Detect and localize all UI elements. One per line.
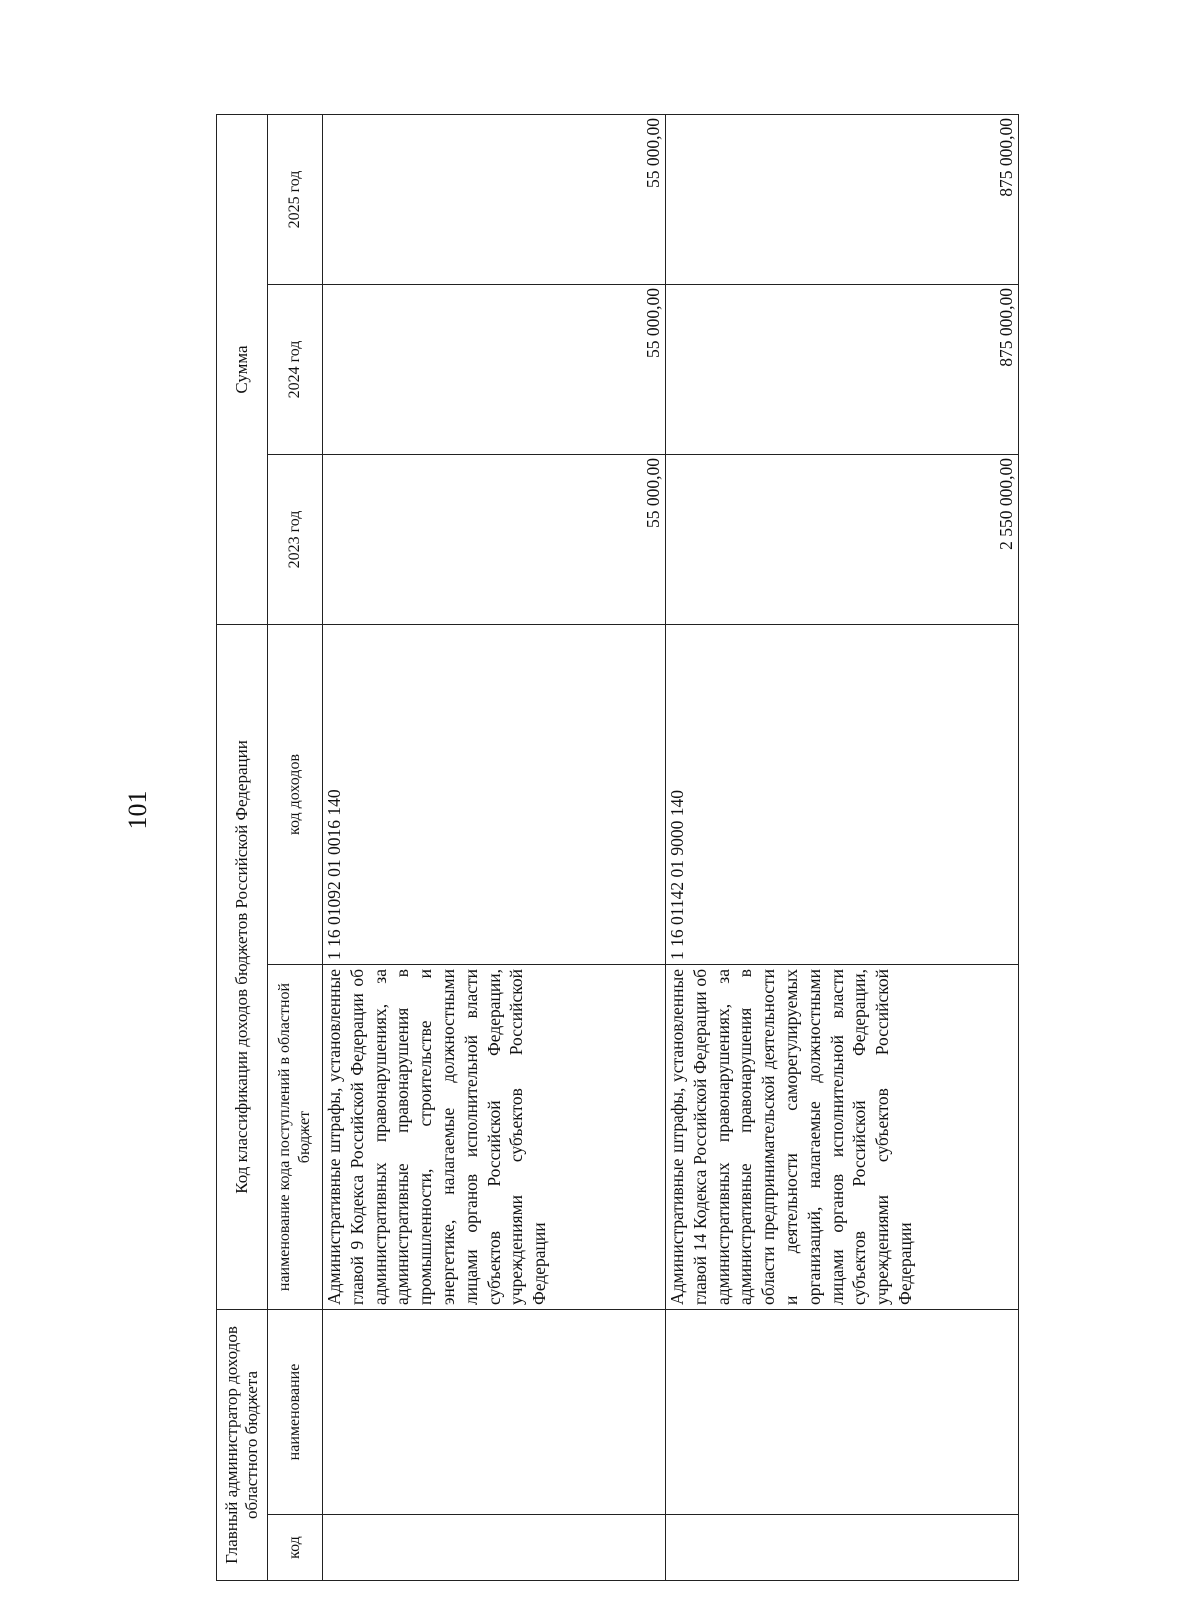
cell-admin-code	[323, 1515, 666, 1581]
header-row-columns	[268, 114, 323, 1580]
header-row-groups	[217, 114, 268, 1580]
cell-admin-name	[323, 1310, 666, 1515]
header-year-2024: 2024 год	[268, 284, 323, 454]
cell-income-description: Административные штрафы, установленные главой 9 Кодекса Российской Федерации об административных правонарушениях, за административные правонарушения в промышленности, строительстве и энергетике, налагаемые должностными лицами органов исполнительной власти субъектов Российской Федерации, учреждениями субъектов Российской Федерации	[323, 965, 666, 1310]
cell-income-code: 1 16 01092 01 0016 140	[323, 624, 666, 964]
header-admin-group: Главный администратор доходов областного бюджета	[217, 1310, 268, 1581]
header-admin-code: код	[268, 1515, 323, 1581]
cell-sum-2023: 55 000,00	[323, 454, 666, 624]
income-table-container	[216, 115, 1048, 1581]
table-row	[666, 114, 1019, 1580]
cell-income-description: Административные штрафы, установленные главой 14 Кодекса Российской Федерации об административных правонарушениях, за административные правонарушения в области предпринимательской деятельности и деятельности саморегулируемых организаций, налагаемые должностными лицами органов исполнительной власти субъектов Российской Федерации, учреждениями субъектов Российской Федерации	[666, 965, 1019, 1310]
header-year-2025: 2025 год	[268, 114, 323, 284]
cell-income-code: 1 16 01142 01 9000 140	[666, 624, 1019, 964]
income-classification-table	[216, 114, 1019, 1581]
header-admin-name: наименование	[268, 1310, 323, 1515]
header-income-name: наименование кода поступлений в областной бюджет	[268, 965, 323, 1310]
header-year-2023: 2023 год	[268, 454, 323, 624]
header-income-code: код доходов	[268, 624, 323, 964]
page-number-text: 101	[123, 790, 152, 830]
page-number	[118, 780, 158, 840]
cell-sum-2024: 55 000,00	[323, 284, 666, 454]
cell-sum-2025: 55 000,00	[323, 114, 666, 284]
cell-sum-2025: 875 000,00	[666, 114, 1019, 284]
cell-sum-2024: 875 000,00	[666, 284, 1019, 454]
cell-admin-name	[666, 1310, 1019, 1515]
cell-sum-2023: 2 550 000,00	[666, 454, 1019, 624]
table-row	[323, 114, 666, 1580]
header-code-group: Код классификации доходов бюджетов Российской Федерации	[217, 624, 268, 1309]
header-sum-group: Сумма	[217, 114, 268, 624]
cell-admin-code	[666, 1515, 1019, 1581]
